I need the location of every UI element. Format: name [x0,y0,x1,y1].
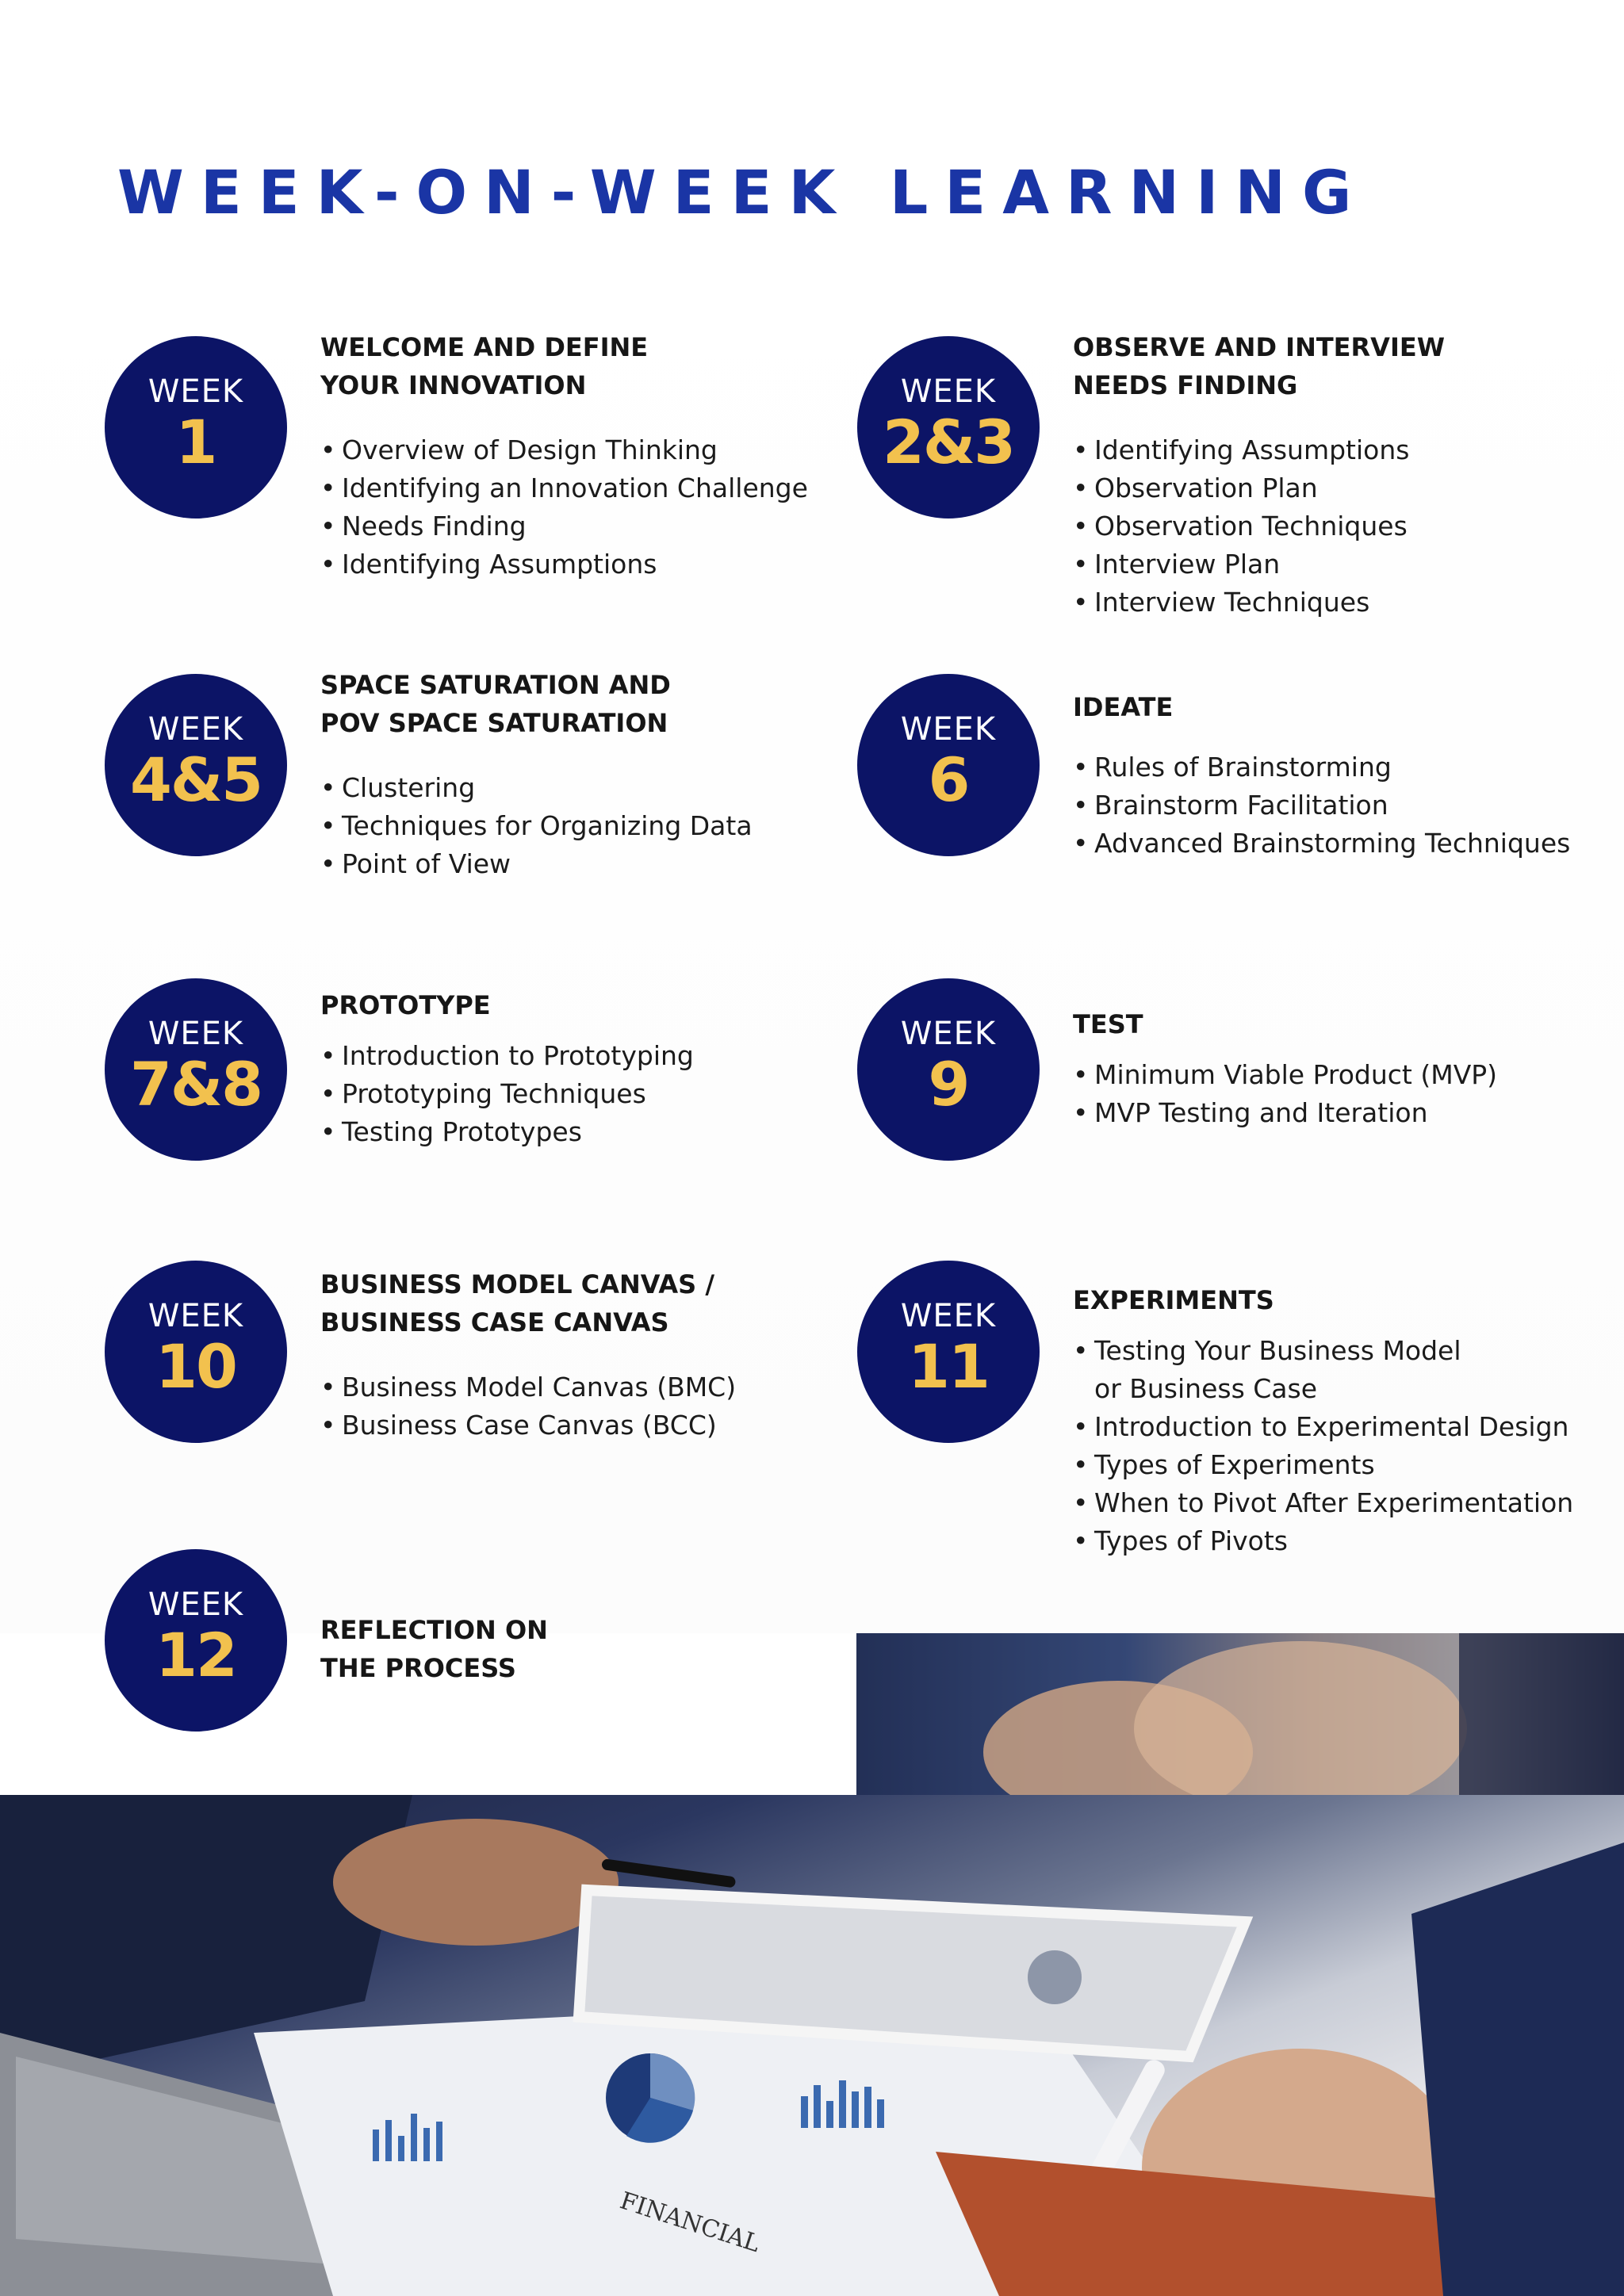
week-badge-label: WEEK [900,1298,997,1334]
business-meeting-photo [0,1795,1624,2296]
week-badge-number: 12 [155,1620,236,1690]
topic-list [320,1037,694,1151]
topic-list [1073,1332,1573,1560]
week-badge [857,1261,1040,1443]
topic-item: • Point of View [320,845,753,883]
topic-item: • Brainstorm Facilitation [1073,786,1570,825]
topic-item: • Business Model Canvas (BMC) [320,1368,736,1406]
document-heading: FINANCIAL [616,2187,764,2259]
week-block [320,666,753,883]
topic-item: • Identifying Assumptions [1073,431,1445,469]
topic-list [1073,431,1445,622]
week-badge-label: WEEK [147,1298,244,1334]
topic-item: • Clustering [320,769,753,807]
week-badge [857,336,1040,519]
business-meeting-photo-top [856,1633,1624,1797]
week-badge-label: WEEK [900,711,997,748]
week-heading: SPACE SATURATION AND POV SPACE SATURATION [320,670,671,738]
topic-item: • Observation Plan [1073,469,1445,507]
week-badge [105,978,287,1161]
week-badge [105,1261,287,1443]
topic-item: • Rules of Brainstorming [1073,748,1570,786]
week-badge-label: WEEK [900,1016,997,1052]
week-badge [857,674,1040,856]
topic-item: • Minimum Viable Product (MVP) [1073,1056,1497,1094]
week-heading: PROTOTYPE [320,990,491,1020]
week-badge-label: WEEK [147,1586,244,1623]
topic-item: • Overview of Design Thinking [320,431,808,469]
week-badge-number: 11 [908,1331,989,1402]
week-block [320,328,808,584]
topic-list [320,1368,736,1445]
topic-item: • Interview Plan [1073,545,1445,584]
topic-item: • Introduction to Experimental Design [1073,1408,1573,1446]
topic-item: • Identifying an Innovation Challenge [320,469,808,507]
week-badge [857,978,1040,1161]
topic-item: • Needs Finding [320,507,808,545]
week-heading: REFLECTION ON THE PROCESS [320,1615,548,1683]
topic-item: • Techniques for Organizing Data [320,807,753,845]
week-block [320,986,694,1151]
week-badge-label: WEEK [147,373,244,410]
week-badge-number: 2&3 [882,407,1015,477]
week-badge-number: 9 [928,1049,969,1119]
week-badge [105,1549,287,1732]
topic-list [1073,748,1570,863]
topic-item: • Types of Experiments [1073,1446,1573,1484]
week-heading: TEST [1073,1009,1143,1039]
week-heading: OBSERVE AND INTERVIEW NEEDS FINDING [1073,332,1445,400]
week-block [1073,328,1445,622]
topic-item: • Testing Prototypes [320,1113,694,1151]
week-badge-label: WEEK [147,1016,244,1052]
topic-list [320,431,808,584]
week-heading: IDEATE [1073,692,1174,722]
week-heading: EXPERIMENTS [1073,1285,1274,1315]
topic-item: • Introduction to Prototyping [320,1037,694,1075]
topic-item: • Advanced Brainstorming Techniques [1073,825,1570,863]
week-badge-number: 10 [155,1331,236,1402]
week-badge-number: 6 [928,744,969,815]
hands-pointing-illustration [856,1633,1624,1797]
week-badge-label: WEEK [900,373,997,410]
desk-scene-illustration [0,1795,1624,2296]
week-block [1073,688,1570,863]
topic-item: • Business Case Canvas (BCC) [320,1406,736,1445]
topic-item: • Testing Your Business Model or Business Case [1073,1332,1573,1408]
week-block [1073,1005,1497,1132]
week-badge-number: 1 [175,407,216,477]
topic-item: • Types of Pivots [1073,1522,1573,1560]
week-badge-number: 7&8 [129,1049,262,1119]
week-heading: BUSINESS MODEL CANVAS / BUSINESS CASE CANVAS [320,1269,715,1337]
topic-item: • Interview Techniques [1073,584,1445,622]
week-badge-number: 4&5 [129,744,262,815]
week-heading: WELCOME AND DEFINE YOUR INNOVATION [320,332,649,400]
week-badge [105,336,287,519]
topic-item: • When to Pivot After Experimentation [1073,1484,1573,1522]
page-title: WEEK-ON-WEEK LEARNING [117,157,1369,228]
week-badge-label: WEEK [147,711,244,748]
week-block [1073,1281,1573,1560]
topic-list [1073,1056,1497,1132]
week-badge [105,674,287,856]
week-block [320,1265,736,1445]
topic-item: • MVP Testing and Iteration [1073,1094,1497,1132]
topic-item: • Prototyping Techniques [320,1075,694,1113]
topic-item: • Identifying Assumptions [320,545,808,584]
week-block [320,1611,548,1687]
topic-list [320,769,753,883]
topic-item: • Observation Techniques [1073,507,1445,545]
